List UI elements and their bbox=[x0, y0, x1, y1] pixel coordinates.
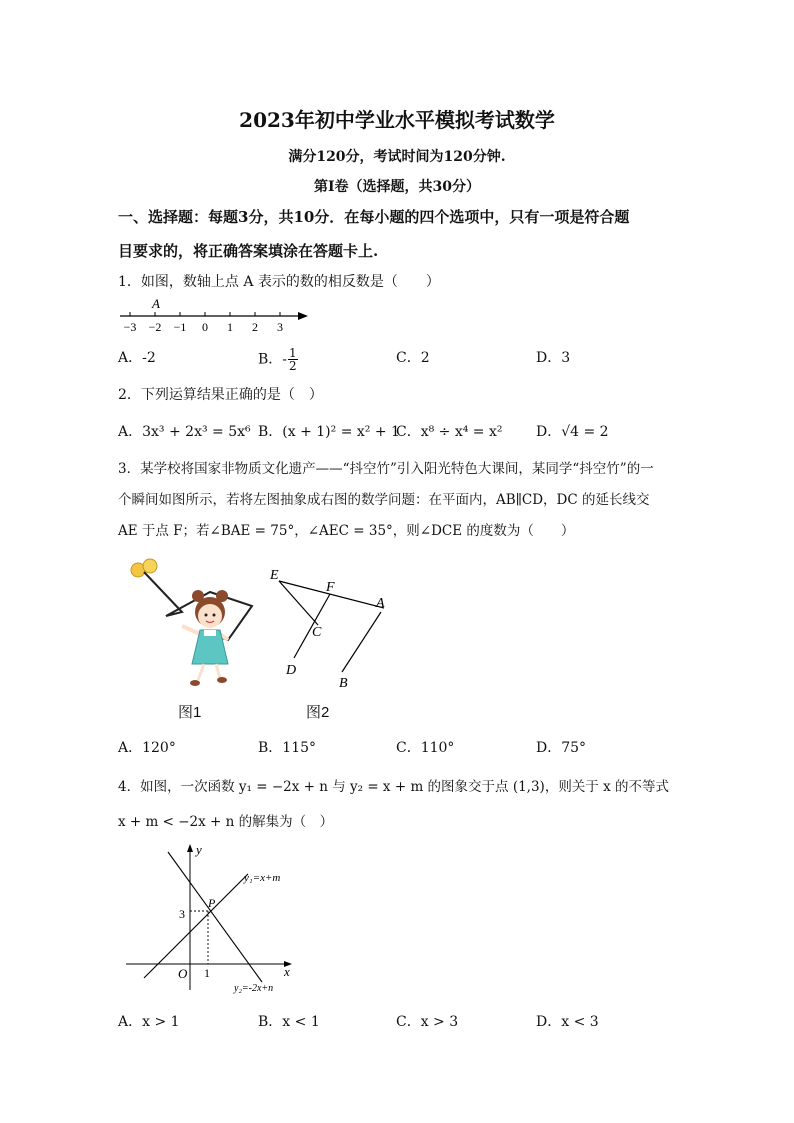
q3-figure2-geometry bbox=[262, 560, 402, 696]
q3-option-a[interactable]: A．120° bbox=[118, 740, 176, 756]
label-y1-equation: y₁=x+m bbox=[244, 872, 281, 884]
q2-option-a[interactable]: A．3x³ + 2x³ = 5x⁶ bbox=[118, 424, 251, 440]
q3-option-c[interactable]: C．110° bbox=[396, 740, 455, 756]
label-c: C bbox=[312, 625, 322, 640]
q1-fraction bbox=[288, 347, 298, 372]
label-e: E bbox=[270, 568, 279, 583]
label-origin: O bbox=[178, 966, 188, 981]
label-a: A bbox=[376, 596, 385, 611]
label-one: 1 bbox=[204, 966, 210, 980]
label-b: B bbox=[339, 676, 348, 691]
q3-option-d[interactable]: D．75° bbox=[536, 740, 587, 756]
q3-stem-line2: 个瞬间如图所示，若将左图抽象成右图的数学问题：在平面内，AB∥CD，DC 的延长线交 bbox=[118, 492, 650, 508]
q4-stem-line2: x + m < −2x + n 的解集为（ ） bbox=[118, 814, 334, 830]
q1-option-a[interactable]: A．-2 bbox=[118, 350, 156, 366]
number-line-tick-label: −1 bbox=[173, 320, 187, 334]
line-y1 bbox=[144, 874, 248, 978]
number-line-tick-label: −2 bbox=[148, 320, 162, 334]
number-line-tick-label: 0 bbox=[202, 320, 208, 334]
diabolo-ball-icon bbox=[143, 559, 157, 573]
point-a-label: A bbox=[152, 296, 160, 311]
face-icon bbox=[198, 604, 222, 628]
shoe-icon bbox=[217, 677, 227, 683]
q4-function-graph bbox=[122, 840, 302, 995]
q2-stem: 2．下列运算结果正确的是（ ） bbox=[118, 387, 323, 403]
label-y2-equation: y₂=-2x+n bbox=[234, 983, 274, 994]
y-axis-arrow bbox=[187, 844, 193, 852]
section-title: 第Ⅰ卷（选择题，共30分） bbox=[313, 179, 481, 195]
frac-denominator: 2 bbox=[289, 359, 297, 373]
page-title: 2023年初中学业水平模拟考试数学 bbox=[239, 108, 555, 132]
q1-number-line bbox=[116, 294, 316, 334]
fig2-caption: 图2 bbox=[306, 704, 330, 721]
q4-option-d[interactable]: D．x < 3 bbox=[536, 1014, 599, 1030]
q1-option-d[interactable]: D．3 bbox=[536, 350, 571, 366]
q1-option-b[interactable] bbox=[258, 347, 298, 372]
number-line-tick-label: 3 bbox=[277, 320, 283, 334]
line-ab bbox=[342, 612, 381, 672]
number-line-tick-label: 1 bbox=[227, 320, 233, 334]
q3-stem-line3: AE 于点 F；若∠BAE = 75°，∠AEC = 35°，则∠DCE 的度数为（ ） bbox=[118, 523, 575, 539]
fig1-caption: 图1 bbox=[178, 704, 202, 721]
q4-option-c[interactable]: C．x > 3 bbox=[396, 1014, 459, 1030]
part-instruction-line1: 一、选择题：每题3分，共10分．在每小题的四个选项中，只有一项是符合题 bbox=[118, 208, 630, 226]
q4-option-a[interactable]: A．x > 1 bbox=[118, 1014, 180, 1030]
shoe-icon bbox=[190, 680, 200, 686]
number-line-arrow bbox=[298, 312, 308, 320]
q2-option-b[interactable]: B．(x + 1)² = x² + 1 bbox=[258, 424, 400, 440]
label-f: F bbox=[326, 580, 335, 595]
frac-numerator: 1 bbox=[289, 346, 297, 360]
label-p: P bbox=[208, 896, 216, 910]
line-ec bbox=[279, 581, 318, 625]
q4-stem-line1: 4．如图，一次函数 y₁ = −2x + n 与 y₂ = x + m 的图象交于点 (1,3)，则关于 x 的不等式 bbox=[118, 779, 670, 795]
label-d: D bbox=[286, 663, 297, 678]
number-line-tick-label: 2 bbox=[252, 320, 258, 334]
label-three: 3 bbox=[179, 907, 185, 921]
label-x: x bbox=[284, 964, 290, 979]
q3-figure1-girl-illustration bbox=[126, 556, 260, 694]
q1-option-c[interactable]: C．2 bbox=[396, 350, 430, 366]
q2-option-c[interactable]: C．x⁸ ÷ x⁴ = x² bbox=[396, 424, 503, 440]
q1-stem: 1．如图，数轴上点 A 表示的数的相反数是（ ） bbox=[118, 274, 440, 290]
q3-option-b[interactable]: B．115° bbox=[258, 740, 317, 756]
label-y: y bbox=[196, 842, 202, 857]
q3-stem-line1: 3．某学校将国家非物质文化遗产——“抖空竹”引入阳光特色大课间，某同学“抖空竹”的一 bbox=[118, 461, 654, 477]
exam-info: 满分120分，考试时间为120分钟. bbox=[288, 149, 506, 165]
q4-option-b[interactable]: B．x < 1 bbox=[258, 1014, 320, 1030]
q2-option-d[interactable]: D．√4 = 2 bbox=[536, 424, 609, 440]
number-line-tick-label: −3 bbox=[123, 320, 137, 334]
q1-option-b-label: B．- bbox=[258, 351, 288, 368]
part-instruction-line2: 目要求的，将正确答案填涂在答题卡上. bbox=[118, 242, 379, 260]
